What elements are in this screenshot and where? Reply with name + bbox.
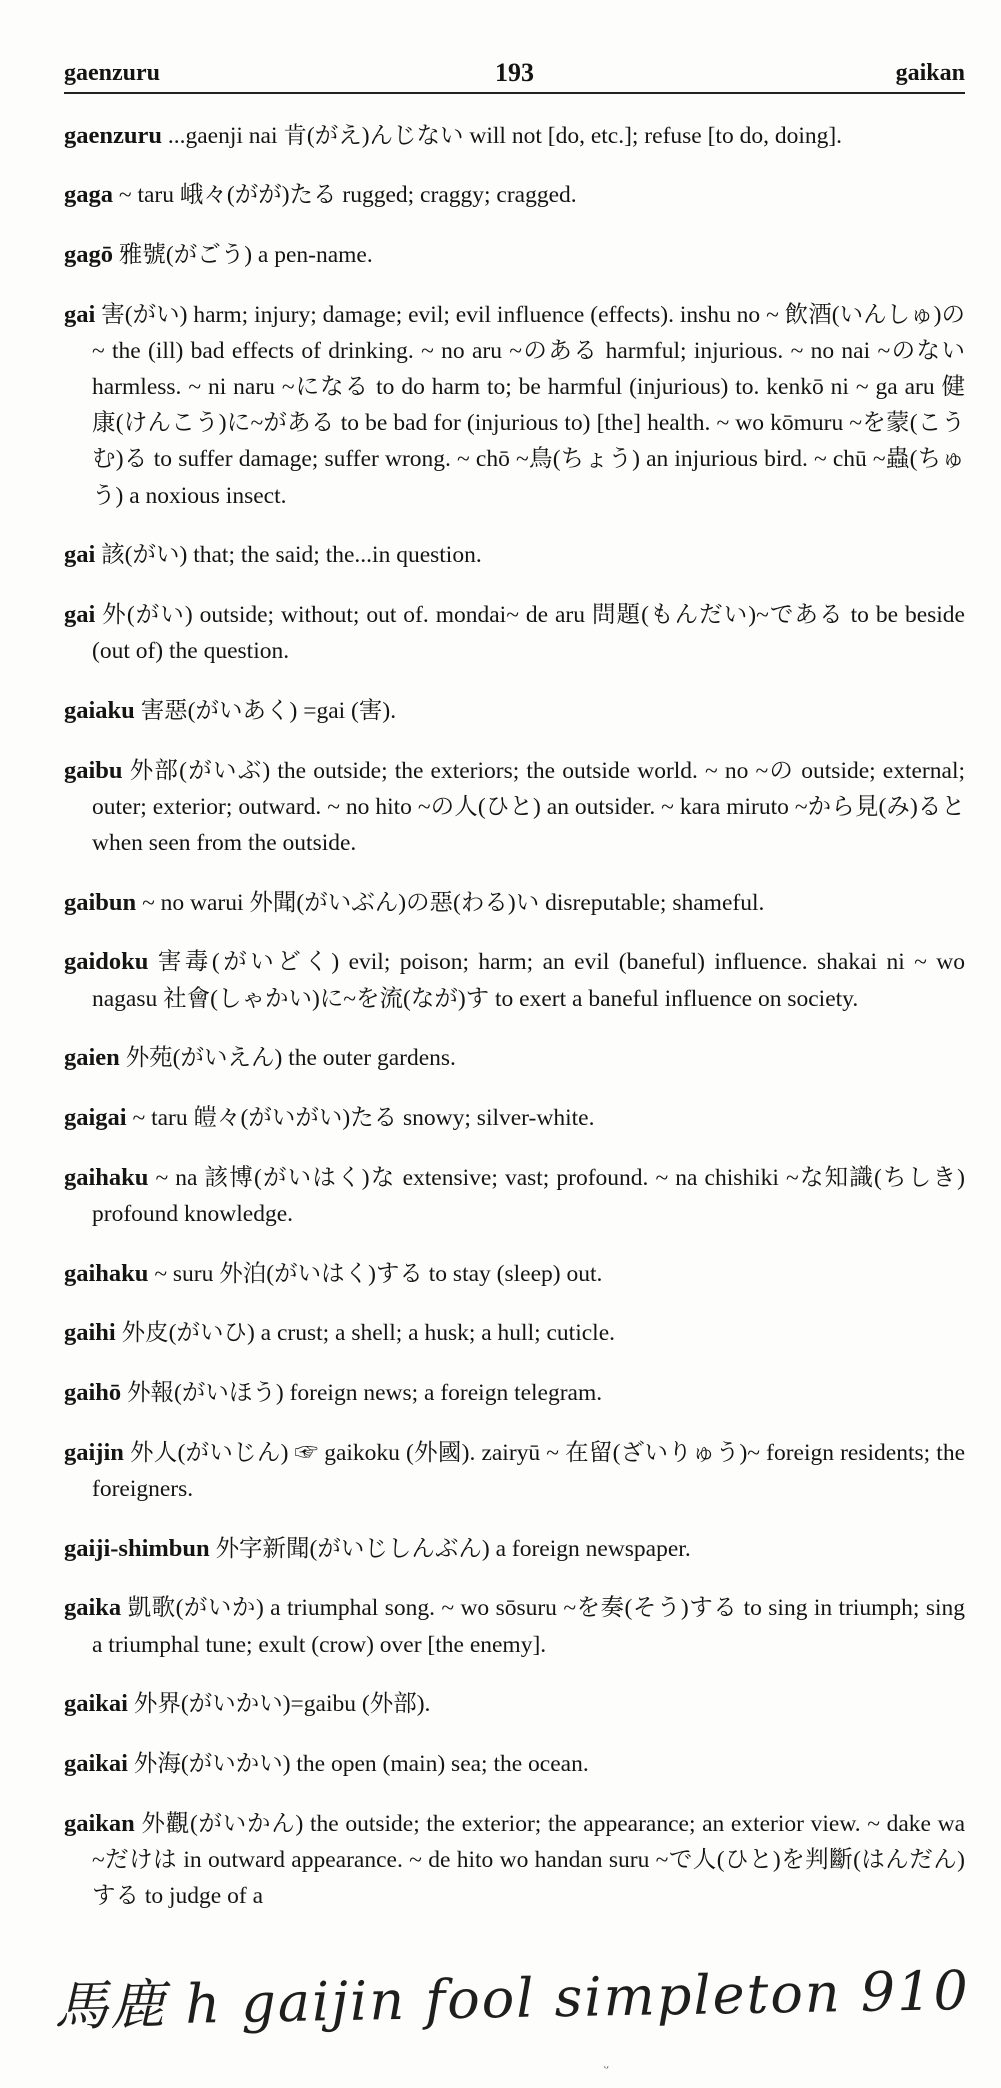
headword: gaidoku xyxy=(64,948,149,976)
entry-text: 外皮(がいひ) a crust; a shell; a husk; a hull; cuticle. xyxy=(121,1320,616,1347)
entry-text: 外人(がいじん) ☞ gaikoku (外國). zairyū ~ 在留(ざいりゅう)~ foreign residents; the foreigners. xyxy=(92,1439,966,1502)
entry-gai-harm xyxy=(64,297,965,514)
entry-gai-outside xyxy=(64,597,965,669)
headword: gaihi xyxy=(64,1319,116,1347)
stray-mark: ᵕ xyxy=(604,2059,609,2077)
entry-gaiaku xyxy=(64,693,965,729)
entry-gago xyxy=(64,237,965,273)
entry-gaihi xyxy=(64,1315,965,1351)
headword: gaihaku xyxy=(64,1259,149,1287)
headword: gaihō xyxy=(64,1379,122,1407)
entry-gai-that xyxy=(64,537,965,573)
handwritten-note: 馬鹿 h gaijin fool simpleton 910 xyxy=(53,1958,971,2038)
entry-text: 害惡(がいあく) =gai (害). xyxy=(140,697,397,724)
headword: gaikan xyxy=(64,1809,135,1837)
entry-gaigai xyxy=(64,1100,965,1136)
entry-gaga xyxy=(64,177,965,213)
entry-text: ~ no warui 外聞(がいぶん)の惡(わる)い disreputable; shameful. xyxy=(142,889,765,916)
entry-gaien xyxy=(64,1040,965,1076)
entry-text: 外報(がいほう) foreign news; a foreign telegram. xyxy=(127,1380,603,1407)
headword: gaga xyxy=(64,181,113,209)
running-head xyxy=(64,48,965,94)
entry-text: 外部(がいぶ) the outside; the exteriors; the outside world. ~ no ~の outside; external; outer; exterior; outward. ~ no hito ~の人(ひと) an outsider. ~ kara miruto ~から見(み)ると when seen from the outside. xyxy=(92,757,966,857)
headword: gai xyxy=(64,541,96,569)
headword: gaiaku xyxy=(64,696,135,724)
entry-text: 外字新聞(がいじしんぶん) a foreign newspaper. xyxy=(215,1535,691,1562)
headword: gaibu xyxy=(64,756,123,784)
entry-gaihaku-stay-out xyxy=(64,1256,965,1292)
entry-gaikai-world xyxy=(64,1686,965,1722)
headword: gaihaku xyxy=(64,1163,149,1191)
headword: gaikai xyxy=(64,1690,128,1718)
entry-text: 害毒(がいどく) evil; poison; harm; an evil (baneful) influence. shakai ni ~ wo nagasu 社會(しゃかい)に~を流(なが)す to exert a baneful influence on society. xyxy=(92,949,965,1012)
entry-list xyxy=(64,118,965,1915)
entry-gaijin xyxy=(64,1435,965,1507)
entry-gaidoku xyxy=(64,944,965,1016)
headword: gaibun xyxy=(64,888,137,916)
entry-text: ~ taru 皚々(がいがい)たる snowy; silver-white. xyxy=(132,1105,595,1132)
entry-text: ~ suru 外泊(がいはく)する to stay (sleep) out. xyxy=(154,1260,603,1287)
guide-word-last: gaikan xyxy=(895,60,965,86)
entry-text: ...gaenji nai 肯(がえ)んじない will not [do, etc.]; refuse [to do, doing]. xyxy=(167,122,843,149)
headword: gaijin xyxy=(64,1438,124,1466)
entry-gaikai-sea xyxy=(64,1746,965,1782)
entry-text: 外(がい) outside; without; out of. mondai~ de aru 問題(もんだい)~である to be beside (out of) the question. xyxy=(92,602,965,665)
entry-text: 害(がい) harm; injury; damage; evil; evil influence (effects). inshu no ~ 飲酒(いんしゅ)の~ the (ill) bad effects of drinking. ~ no aru ~のある harmful; injurious. ~ no nai ~のない harmless. ~ ni naru ~になる to do harm to; be harmful (injurious) to. kenkō ni ~ ga aru 健康(けんこう)に~がある to be bad for (injurious to) [the] health. ~ wo kōmuru ~を蒙(こうむ)る to suffer damage; suffer wrong. ~ chō ~鳥(ちょう) an injurious bird. ~ chū ~蟲(ちゅう) a noxious insect. xyxy=(92,301,966,509)
headword: gaiji-shimbun xyxy=(64,1534,210,1562)
entry-gaiho xyxy=(64,1375,965,1411)
headword: gai xyxy=(64,300,96,328)
guide-word-first: gaenzuru xyxy=(64,60,160,86)
headword: gaigai xyxy=(64,1104,127,1132)
entry-text: 外觀(がいかん) the outside; the exterior; the appearance; an exterior view. ~ dake wa ~だけは in outward appearance. ~ de hito wo handan suru ~で人(ひと)を判斷(はんだん)する to judge of a xyxy=(92,1810,965,1910)
headword: gai xyxy=(64,601,96,629)
headword: gaien xyxy=(64,1044,120,1072)
entry-text: 該(がい) that; the said; the...in question. xyxy=(101,542,482,569)
entry-text: ~ na 該博(がいはく)な extensive; vast; profound. ~ na chishiki ~な知識(ちしき) profound knowledge. xyxy=(92,1164,965,1227)
entry-text: 外界(がいかい)=gaibu (外部). xyxy=(133,1691,431,1718)
entry-text: 凱歌(がいか) a triumphal song. ~ wo sōsuru ~を奏(そう)する to sing in triumph; sing a triumphal tune; exult (crow) over [the enemy]. xyxy=(92,1595,965,1658)
headword: gaikai xyxy=(64,1750,128,1777)
page-number: 193 xyxy=(495,58,534,87)
entry-text: ~ taru 峨々(がが)たる rugged; craggy; cragged. xyxy=(118,182,577,209)
headword: gaenzuru xyxy=(64,121,162,149)
entry-gaihaku-extensive xyxy=(64,1160,965,1232)
entry-gaikan xyxy=(64,1806,965,1915)
entry-gaika xyxy=(64,1590,965,1662)
handwritten-annotation xyxy=(53,1938,971,2088)
entry-text: 外苑(がいえん) the outer gardens. xyxy=(125,1045,456,1072)
entry-gaenzuru xyxy=(64,118,965,154)
entry-text: 雅號(がごう) a pen-name. xyxy=(118,241,373,268)
headword: gagō xyxy=(64,240,113,268)
entry-gaibu xyxy=(64,753,965,862)
entry-gaiji-shimbun xyxy=(64,1531,965,1567)
headword: gaika xyxy=(64,1594,122,1622)
entry-text: 外海(がいかい) the open (main) sea; the ocean. xyxy=(133,1751,589,1777)
entry-gaibun xyxy=(64,885,965,921)
